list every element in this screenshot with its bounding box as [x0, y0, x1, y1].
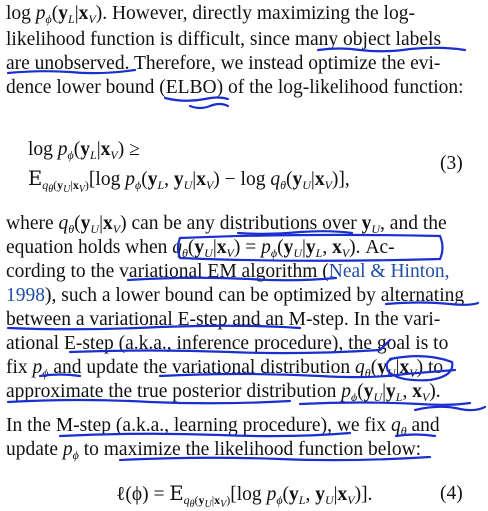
citation-neal-hinton[interactable]: Neal & Hinton, — [328, 261, 450, 282]
para3-line2: update $p_\phi$ to maximize the likelihood function below: — [6, 439, 422, 462]
squiggle-elbo — [190, 104, 228, 108]
citation-year[interactable]: 1998 — [6, 285, 45, 306]
para2-line6: ational E-step (a.k.a., inference procedure), the goal is to — [6, 333, 449, 354]
para2-line7: fix $p_\phi$ and update the variational distribution $q_\theta(y_U|x_V)$ to — [6, 357, 444, 380]
para2-line2: equation holds when $q_\theta(y_U|x_V) = p_\phi(y_U|y_L$, $x_V$). Ac- — [6, 237, 395, 260]
para2-line8: approximate the true posterior distribution $p_\phi(y_U|y_L$, $x_V$). — [6, 381, 441, 404]
para2-line1: where $q_\theta(y_U|x_V)$ can be any distributions over $y_U$, and the — [6, 213, 447, 236]
para1-line2: likelihood function is difficult, since many object labels — [6, 29, 442, 50]
equation-3-lhs: $\log p_\phi(y_L|x_V)$ ≥ — [28, 139, 140, 162]
equation-4: ℓ(ϕ) = $E_{q_\theta(y_U|x_V)}[\log$ $p_\phi(y_L$, $y_U|x_V$)]. — [116, 482, 373, 510]
para3-line1: In the M-step (a.k.a., learning procedure), we fix $q_\theta$ and — [6, 415, 440, 438]
para1-line1: $\log p_\phi(y_L|x_V)$. However, directly maximizing the log- — [6, 3, 415, 26]
equation-3-number: (3) — [440, 153, 463, 174]
para1-line4: dence lower bound (ELBO) of the log-likelihood function: — [6, 77, 464, 98]
para1-line1-text: . However, directly maximizing the log- — [102, 3, 415, 24]
wave-right-margin — [415, 407, 485, 410]
equation-4-number: (4) — [440, 483, 463, 504]
para2-line5: between a variational E-step and an M-step. In the vari- — [6, 309, 441, 330]
para1-line3: are unobserved. Therefore, we instead optimize the evi- — [6, 53, 441, 74]
para2-line4: 1998), such a lower bound can be optimized by alternating — [6, 285, 465, 306]
para2-line3: cording to the variational EM algorithm (Neal & Hinton, — [6, 261, 450, 282]
equation-3-rhs: $E_{q_\theta(y_U|x_V)}[\log$ $p_\phi(y_L$, $y_U|x_V) - \log q_\theta(y_U|x_V)$], — [28, 167, 350, 195]
